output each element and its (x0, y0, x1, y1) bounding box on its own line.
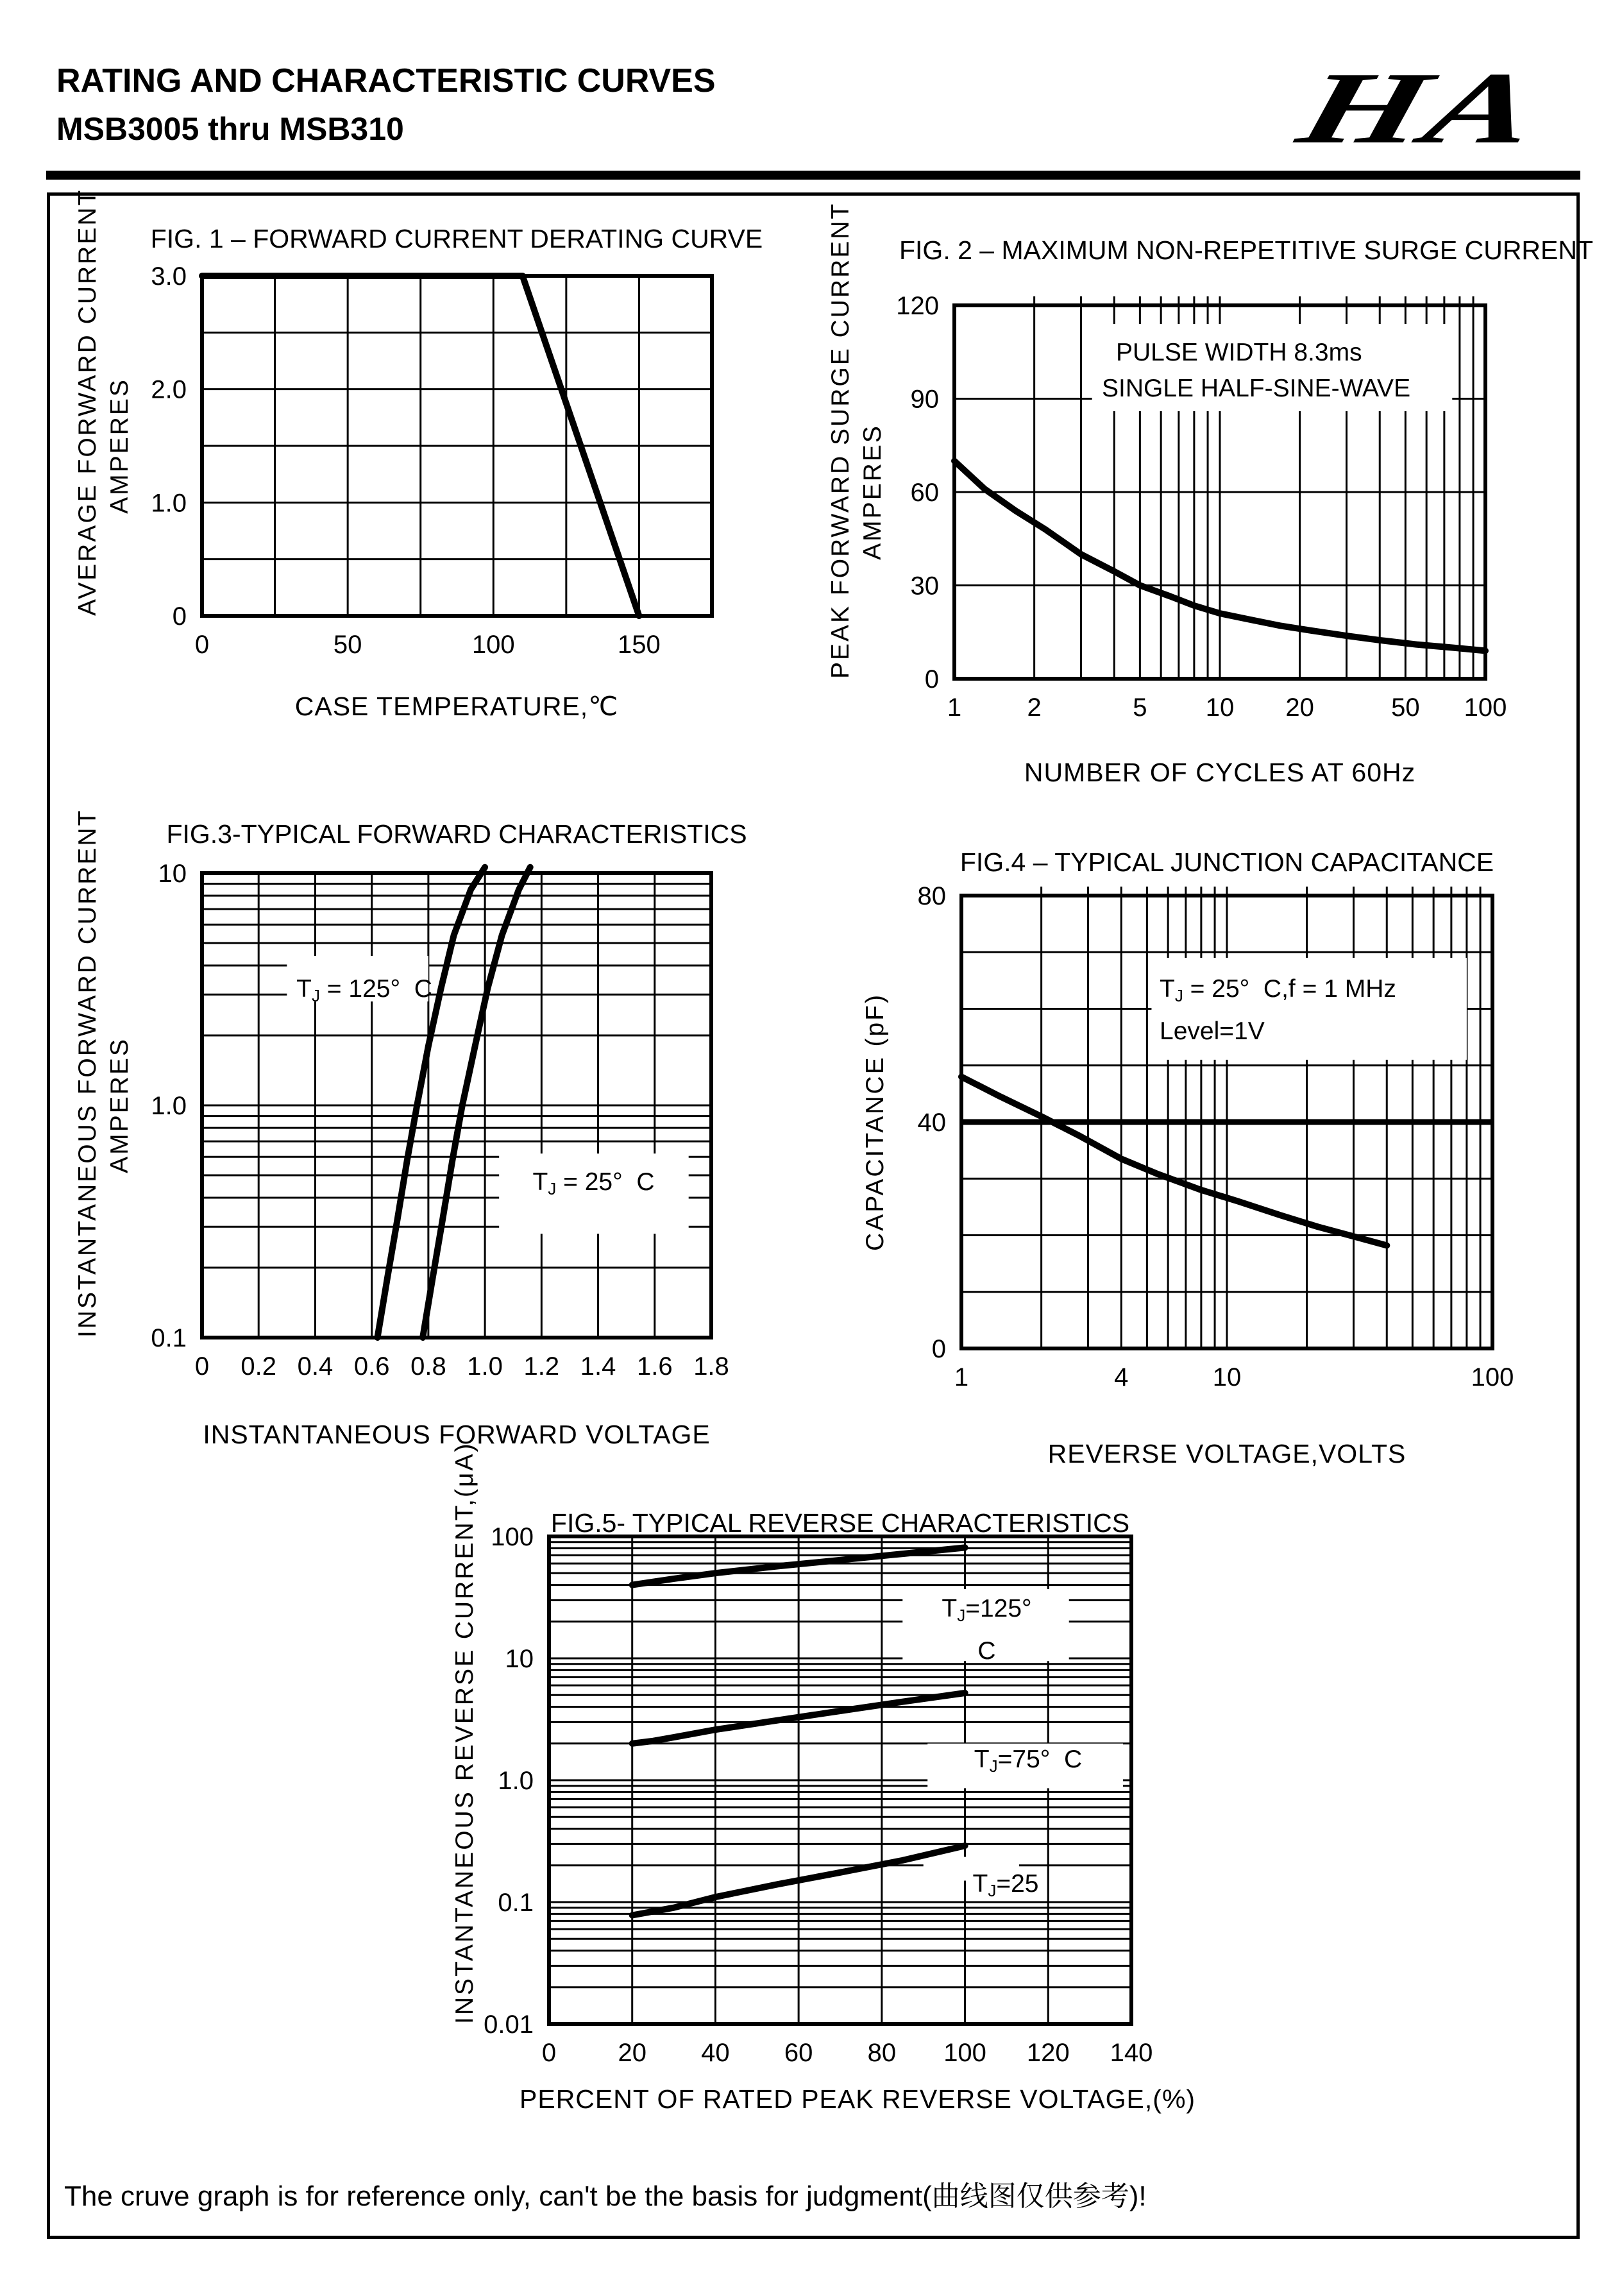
svg-text:1.0: 1.0 (467, 1352, 503, 1381)
figure-1-y-axis-label: AVERAGE FORWARD CURRENT AMPERES (74, 188, 133, 616)
content-border-box (47, 188, 1594, 2239)
figure-5-y-axis-label: INSTANTANEOUS REVERSE CURRENT,(μA) (451, 1441, 478, 2024)
svg-text:0: 0 (924, 665, 939, 693)
svg-text:0: 0 (194, 631, 210, 659)
svg-text:0.1: 0.1 (498, 1889, 534, 1917)
svg-text:3.0: 3.0 (151, 262, 187, 291)
svg-text:60: 60 (784, 2039, 813, 2067)
svg-text:1.0: 1.0 (498, 1767, 534, 1795)
footer-note: The cruve graph is for reference only, can't be the basis for judgment(曲线图仅供参考)! (64, 2181, 1147, 2212)
page-title: RATING AND CHARACTERISTIC CURVES (56, 62, 716, 99)
svg-text:40: 40 (701, 2039, 730, 2067)
figure-1-title: FIG. 1 – FORWARD CURRENT DERATING CURVE (150, 224, 763, 253)
svg-text:0.8: 0.8 (410, 1352, 446, 1381)
svg-text:0: 0 (194, 1352, 210, 1381)
figure-5-label-tj-25c: $T_J=25$ (972, 1870, 1039, 1900)
figure-4-x-axis-label: REVERSE VOLTAGE,VOLTS (1047, 1439, 1407, 1468)
svg-text:1.0: 1.0 (151, 489, 187, 518)
svg-text:0.2: 0.2 (241, 1352, 277, 1381)
brand-logo: HA (1287, 51, 1553, 165)
figure-2-x-axis-label: NUMBER OF CYCLES AT 60Hz (1024, 758, 1416, 787)
figure-1-x-axis-label: CASE TEMPERATURE,℃ (294, 692, 619, 721)
figure-3-title: FIG.3-TYPICAL FORWARD CHARACTERISTICS (166, 819, 747, 849)
figure-2-pulse-width-annotation: PULSE WIDTH 8.3ms SINGLE HALF-SINE-WAVE (1102, 339, 1411, 402)
figure-2-title: FIG. 2 – MAXIMUM NON-REPETITIVE SURGE CURRENT (899, 235, 1594, 265)
svg-text:1.2: 1.2 (523, 1352, 560, 1381)
svg-text:120: 120 (896, 292, 939, 320)
svg-text:30: 30 (910, 572, 939, 600)
svg-text:1.4: 1.4 (580, 1352, 616, 1381)
svg-text:40: 40 (917, 1109, 946, 1137)
svg-text:90: 90 (910, 385, 939, 414)
svg-text:10: 10 (1205, 693, 1235, 722)
svg-text:2.0: 2.0 (151, 375, 187, 404)
figure-5-label-tj-125c: $T_J=125^\circ$ C (942, 1595, 1032, 1665)
svg-text:4: 4 (1114, 1363, 1129, 1391)
figure-5-title: FIG.5- TYPICAL REVERSE CHARACTERISTICS (550, 1508, 1130, 1538)
svg-text:60: 60 (910, 479, 939, 507)
svg-text:20: 20 (618, 2039, 646, 2067)
figure-4-title: FIG.4 – TYPICAL JUNCTION CAPACITANCE (959, 847, 1494, 877)
figure-5-label-tj-75c: $T_J=75^\circ$ C (974, 1746, 1083, 1776)
svg-text:80: 80 (917, 882, 946, 910)
svg-text:10: 10 (505, 1645, 534, 1673)
figure-4-test-condition-annotation: $T_J = 25^\circ$ C,f = 1 MHz Level=1V (1160, 975, 1396, 1045)
figure-3-x-axis-label: INSTANTANEOUS FORWARD VOLTAGE (203, 1420, 711, 1449)
svg-text:140: 140 (1110, 2039, 1153, 2067)
svg-text:2: 2 (1027, 693, 1042, 722)
svg-text:100: 100 (943, 2039, 986, 2067)
svg-text:1.6: 1.6 (636, 1352, 673, 1381)
svg-text:1.0: 1.0 (151, 1092, 187, 1120)
figure-1-chart (151, 262, 712, 659)
svg-text:10: 10 (1212, 1363, 1242, 1391)
svg-text:0: 0 (172, 602, 187, 631)
svg-text:120: 120 (1026, 2039, 1070, 2067)
svg-text:100: 100 (471, 631, 515, 659)
svg-text:0.01: 0.01 (484, 2011, 534, 2039)
svg-text:150: 150 (618, 631, 661, 659)
svg-text:0: 0 (931, 1335, 946, 1363)
curve-junction-capacitance (961, 1076, 1387, 1245)
figure-2-y-axis-label: PEAK FORWARD SURGE CURRENT AMPERES (827, 201, 886, 679)
header-divider (46, 171, 1580, 180)
figure-5-x-axis-label: PERCENT OF RATED PEAK REVERSE VOLTAGE,(%) (520, 2084, 1196, 2114)
figure-3-y-axis-label: INSTANTANEOUS FORWARD CURRENT AMPERES (74, 808, 133, 1338)
svg-text:0.6: 0.6 (353, 1352, 390, 1381)
svg-text:50: 50 (1391, 693, 1420, 722)
svg-text:50: 50 (333, 631, 362, 659)
svg-text:80: 80 (867, 2039, 897, 2067)
figure-3-label-tj-125c: $T_J = 125^\circ$ C (296, 975, 432, 1005)
svg-text:100: 100 (1464, 693, 1507, 722)
svg-text:100: 100 (1471, 1363, 1514, 1391)
part-number-range: MSB3005 thru MSB310 (56, 111, 404, 147)
svg-text:0.1: 0.1 (151, 1324, 187, 1352)
svg-text:5: 5 (1133, 693, 1147, 722)
figure-3-chart (151, 860, 729, 1381)
svg-text:1: 1 (954, 1363, 969, 1391)
figure-3-label-tj-25c: $T_J = 25^\circ$ C (532, 1168, 655, 1198)
figure-4-y-axis-label: CAPACITANCE (pF) (861, 993, 889, 1251)
figure-4-chart (917, 882, 1514, 1391)
svg-text:0: 0 (541, 2039, 557, 2067)
svg-text:1.8: 1.8 (693, 1352, 729, 1381)
svg-text:0.4: 0.4 (297, 1352, 334, 1381)
svg-text:20: 20 (1285, 693, 1314, 722)
svg-text:1: 1 (947, 693, 962, 722)
svg-text:100: 100 (491, 1523, 534, 1551)
svg-text:10: 10 (158, 860, 187, 888)
